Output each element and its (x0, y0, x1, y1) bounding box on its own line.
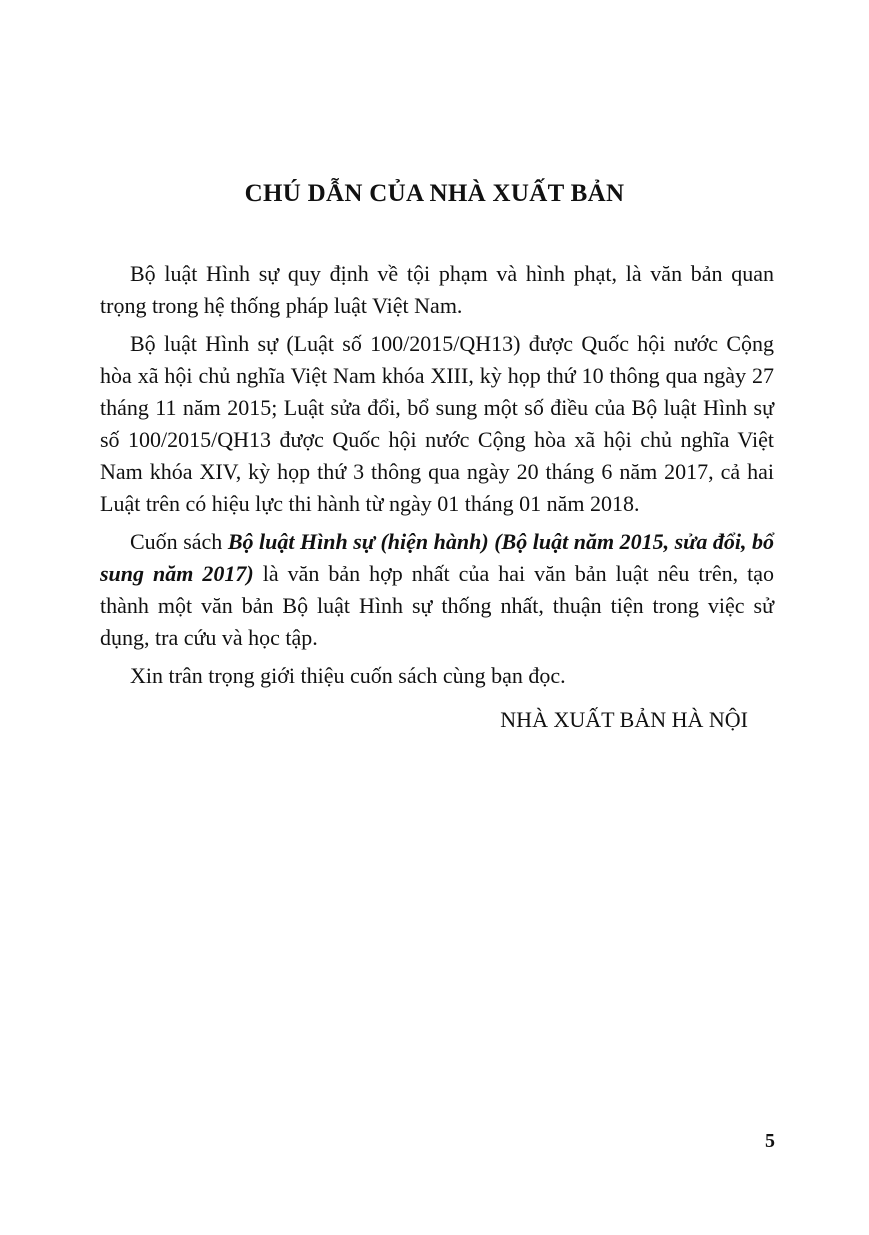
body-text (100, 258, 774, 698)
book-title-emphasis: Bộ luật Hình sự (hiện hành) (Bộ luật năm 2015, sửa đổi, bổ sung năm 2017) (100, 529, 774, 586)
publisher-signature: NHÀ XUẤT BẢN HÀ NỘI (500, 707, 748, 732)
paragraph-intro: Bộ luật Hình sự quy định về tội phạm và hình phạt, là văn bản quan trọng trong hệ thống pháp luật Việt Nam. (100, 261, 774, 318)
paragraph-book-description (100, 526, 774, 654)
page-title: CHÚ DẪN CỦA NHÀ XUẤT BẢN (244, 180, 625, 207)
paragraph-legal-history: Bộ luật Hình sự (Luật số 100/2015/QH13) được Quốc hội nước Cộng hòa xã hội chủ nghĩa Việt Nam khóa XIII, kỳ họp thứ 10 thông qua ngày 27 tháng 11 năm 2015; Luật sửa đổi, bổ sung một số điều của Bộ luật Hình sự số 100/2015/QH13 được Quốc hội nước Cộng hòa xã hội chủ nghĩa Việt Nam khóa XIV, kỳ họp thứ 3 thông qua ngày 20 tháng 6 năm 2017, cả hai Luật trên có hiệu lực thi hành từ ngày 01 tháng 01 năm 2018. (100, 331, 774, 516)
paragraph-book-suffix: là văn bản hợp nhất của hai văn bản luật nêu trên, tạo thành một văn bản Bộ luật Hình sự thống nhất, thuận tiện trong việc sử dụng, tra cứu và học tập. (100, 561, 774, 650)
paragraph-closing: Xin trân trọng giới thiệu cuốn sách cùng bạn đọc. (130, 663, 566, 688)
paragraph-book-prefix: Cuốn sách (130, 529, 228, 554)
page-number: 5 (765, 1130, 775, 1152)
